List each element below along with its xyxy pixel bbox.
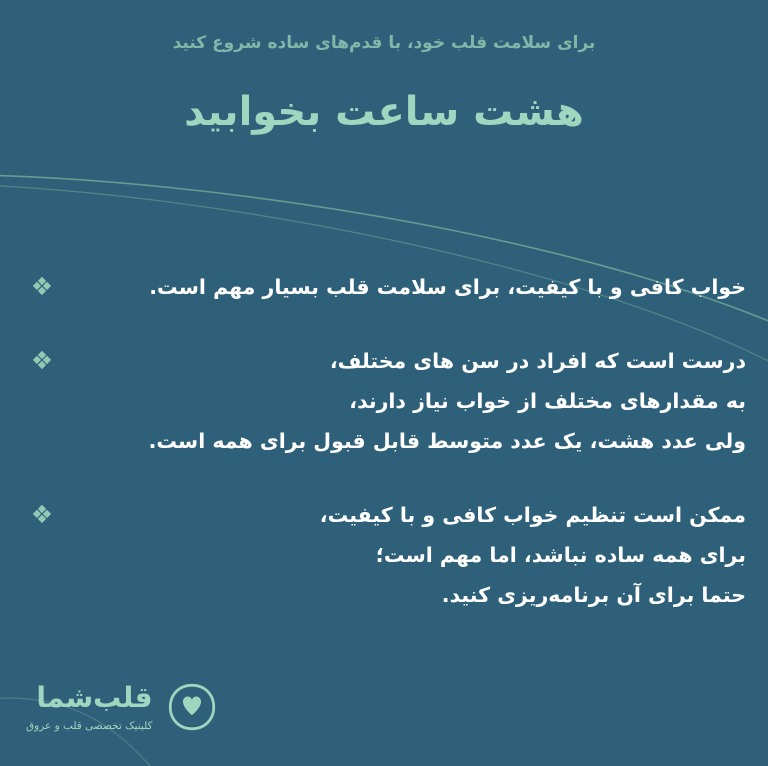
diamond-bullet-icon: ❖ <box>30 499 54 529</box>
bullet-list <box>22 268 746 650</box>
heart-logo-icon <box>163 678 221 736</box>
brand-name: قلب‌شما <box>36 681 153 715</box>
diamond-bullet-icon: ❖ <box>30 272 54 301</box>
list-item <box>22 342 746 462</box>
page-title: هشت ساعت بخوابید <box>184 89 584 136</box>
header-block <box>0 30 768 141</box>
bullet-text <box>62 342 746 462</box>
bullet-line: ولی عدد هشت، یک عدد متوسط قابل قبول برای همه است. <box>148 428 746 453</box>
kicker-text: برای سلامت قلب خود، با قدم‌های ساده شروع کنید <box>172 33 596 53</box>
brand-lockup <box>26 678 221 736</box>
bullet-text <box>62 496 746 616</box>
footer <box>0 652 768 744</box>
list-item <box>22 268 746 308</box>
bullet-line: خواب کافی و با کیفیت، برای سلامت قلب بسیار مهم است. <box>149 275 746 299</box>
bullet-line: ممکن است تنظیم خواب کافی و با کیفیت، <box>319 502 746 527</box>
diamond-bullet-icon: ❖ <box>30 345 54 375</box>
bullet-line: به مقدارهای مختلف از خواب نیاز دارند، <box>349 388 746 413</box>
list-item <box>22 496 746 616</box>
brand-text <box>26 682 153 731</box>
bullet-line: درست است که افراد در سن های مختلف، <box>329 348 746 373</box>
brand-subtitle: کلینیک تخصصی قلب و عروق <box>26 719 153 732</box>
bullet-text <box>62 268 746 308</box>
bullet-line: حتما برای آن برنامه‌ریزی کنید. <box>441 582 746 607</box>
bullet-line: برای همه ساده نباشد، اما مهم است؛ <box>375 542 746 567</box>
